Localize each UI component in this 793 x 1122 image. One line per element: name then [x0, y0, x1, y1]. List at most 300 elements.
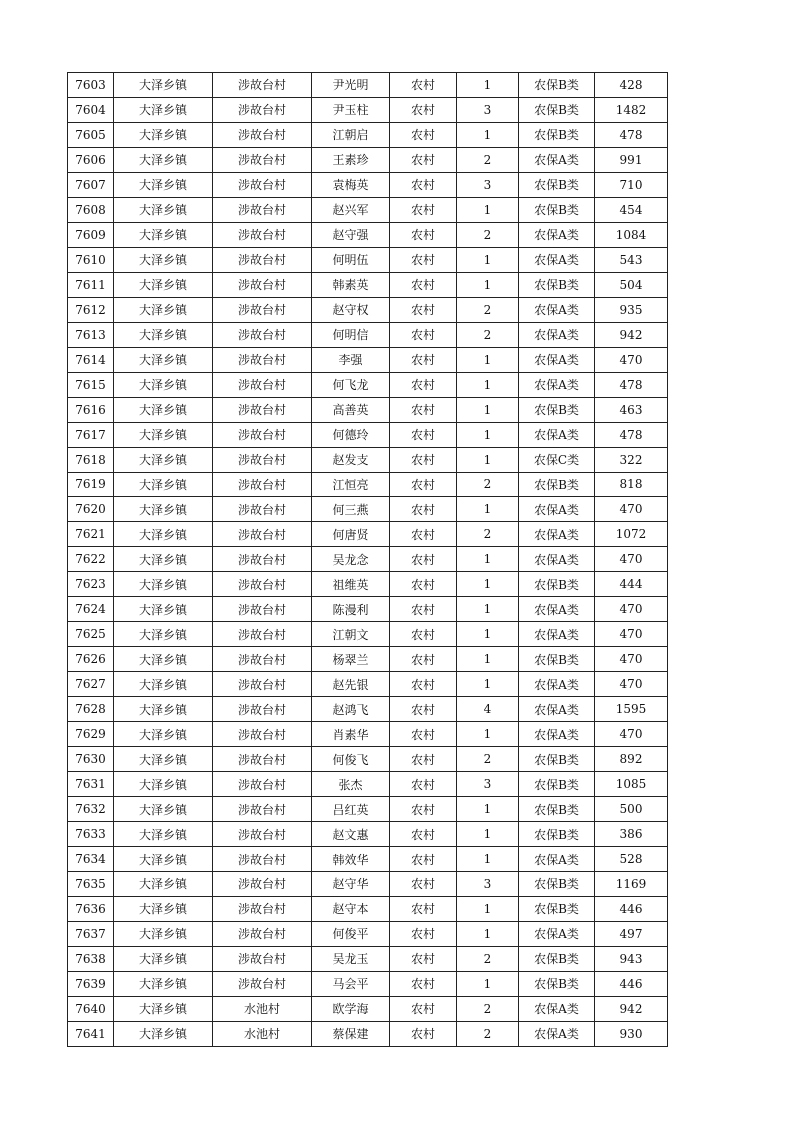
amount-cell: 478 [595, 122, 668, 147]
row-number-cell: 7619 [68, 472, 114, 497]
amount-cell: 504 [595, 272, 668, 297]
member-count-cell: 1 [457, 547, 519, 572]
insurance-category-cell: 农保B类 [519, 172, 595, 197]
table-row [68, 672, 668, 697]
insurance-category-cell: 农保A类 [519, 722, 595, 747]
amount-cell: 470 [595, 647, 668, 672]
insurance-category-cell: 农保B类 [519, 772, 595, 797]
table-row [68, 347, 668, 372]
table-row [68, 797, 668, 822]
table-row [68, 197, 668, 222]
table-row [68, 996, 668, 1021]
household-type-cell: 农村 [390, 597, 457, 622]
row-number-cell: 7635 [68, 872, 114, 897]
household-type-cell: 农村 [390, 822, 457, 847]
household-type-cell: 农村 [390, 497, 457, 522]
village-cell: 涉故台村 [213, 197, 312, 222]
amount-cell: 1085 [595, 772, 668, 797]
insurance-category-cell: 农保A类 [519, 147, 595, 172]
member-count-cell: 1 [457, 497, 519, 522]
household-type-cell: 农村 [390, 522, 457, 547]
member-count-cell: 1 [457, 197, 519, 222]
village-cell: 涉故台村 [213, 921, 312, 946]
insurance-category-cell: 农保B类 [519, 946, 595, 971]
name-cell: 韩素英 [312, 272, 390, 297]
row-number-cell: 7628 [68, 697, 114, 722]
village-cell: 涉故台村 [213, 122, 312, 147]
insurance-category-cell: 农保B类 [519, 896, 595, 921]
township-cell: 大泽乡镇 [114, 896, 213, 921]
table-row [68, 322, 668, 347]
village-cell: 涉故台村 [213, 971, 312, 996]
row-number-cell: 7605 [68, 122, 114, 147]
household-type-cell: 农村 [390, 996, 457, 1021]
household-type-cell: 农村 [390, 847, 457, 872]
row-number-cell: 7614 [68, 347, 114, 372]
township-cell: 大泽乡镇 [114, 397, 213, 422]
village-cell: 涉故台村 [213, 322, 312, 347]
insurance-category-cell: 农保A类 [519, 1021, 595, 1046]
table-row [68, 822, 668, 847]
township-cell: 大泽乡镇 [114, 946, 213, 971]
name-cell: 韩效华 [312, 847, 390, 872]
village-cell: 涉故台村 [213, 172, 312, 197]
household-type-cell: 农村 [390, 946, 457, 971]
member-count-cell: 1 [457, 847, 519, 872]
household-type-cell: 农村 [390, 397, 457, 422]
amount-cell: 1084 [595, 222, 668, 247]
village-cell: 水池村 [213, 996, 312, 1021]
village-cell: 涉故台村 [213, 872, 312, 897]
member-count-cell: 1 [457, 597, 519, 622]
township-cell: 大泽乡镇 [114, 197, 213, 222]
village-cell: 涉故台村 [213, 772, 312, 797]
row-number-cell: 7622 [68, 547, 114, 572]
name-cell: 尹玉柱 [312, 97, 390, 122]
insurance-category-cell: 农保A类 [519, 672, 595, 697]
insurance-category-cell: 农保A类 [519, 921, 595, 946]
member-count-cell: 2 [457, 322, 519, 347]
village-cell: 涉故台村 [213, 297, 312, 322]
member-count-cell: 1 [457, 647, 519, 672]
insurance-category-cell: 农保A类 [519, 697, 595, 722]
row-number-cell: 7621 [68, 522, 114, 547]
table-row [68, 872, 668, 897]
household-type-cell: 农村 [390, 347, 457, 372]
table-row [68, 847, 668, 872]
row-number-cell: 7624 [68, 597, 114, 622]
amount-cell: 470 [595, 722, 668, 747]
village-cell: 涉故台村 [213, 272, 312, 297]
insurance-category-cell: 农保A类 [519, 372, 595, 397]
row-number-cell: 7613 [68, 322, 114, 347]
insurance-category-cell: 农保A类 [519, 597, 595, 622]
household-type-cell: 农村 [390, 697, 457, 722]
table-row [68, 172, 668, 197]
member-count-cell: 4 [457, 697, 519, 722]
member-count-cell: 1 [457, 722, 519, 747]
amount-cell: 943 [595, 946, 668, 971]
household-type-cell: 农村 [390, 172, 457, 197]
row-number-cell: 7608 [68, 197, 114, 222]
township-cell: 大泽乡镇 [114, 247, 213, 272]
amount-cell: 463 [595, 397, 668, 422]
table-row [68, 372, 668, 397]
row-number-cell: 7638 [68, 946, 114, 971]
township-cell: 大泽乡镇 [114, 772, 213, 797]
member-count-cell: 2 [457, 946, 519, 971]
township-cell: 大泽乡镇 [114, 622, 213, 647]
township-cell: 大泽乡镇 [114, 472, 213, 497]
household-type-cell: 农村 [390, 272, 457, 297]
name-cell: 何明信 [312, 322, 390, 347]
row-number-cell: 7627 [68, 672, 114, 697]
member-count-cell: 1 [457, 397, 519, 422]
township-cell: 大泽乡镇 [114, 597, 213, 622]
village-cell: 涉故台村 [213, 472, 312, 497]
village-cell: 涉故台村 [213, 946, 312, 971]
member-count-cell: 1 [457, 622, 519, 647]
township-cell: 大泽乡镇 [114, 872, 213, 897]
household-type-cell: 农村 [390, 472, 457, 497]
village-cell: 涉故台村 [213, 572, 312, 597]
member-count-cell: 1 [457, 896, 519, 921]
insurance-category-cell: 农保A类 [519, 522, 595, 547]
table-row [68, 697, 668, 722]
member-count-cell: 1 [457, 422, 519, 447]
village-cell: 涉故台村 [213, 73, 312, 98]
member-count-cell: 2 [457, 747, 519, 772]
amount-cell: 470 [595, 622, 668, 647]
household-type-cell: 农村 [390, 547, 457, 572]
amount-cell: 892 [595, 747, 668, 772]
household-type-cell: 农村 [390, 747, 457, 772]
data-table [67, 72, 668, 1047]
insurance-category-cell: 农保A类 [519, 622, 595, 647]
name-cell: 何三燕 [312, 497, 390, 522]
village-cell: 涉故台村 [213, 822, 312, 847]
name-cell: 何俊飞 [312, 747, 390, 772]
township-cell: 大泽乡镇 [114, 797, 213, 822]
village-cell: 涉故台村 [213, 622, 312, 647]
township-cell: 大泽乡镇 [114, 572, 213, 597]
name-cell: 杨翠兰 [312, 647, 390, 672]
amount-cell: 478 [595, 422, 668, 447]
row-number-cell: 7615 [68, 372, 114, 397]
township-cell: 大泽乡镇 [114, 97, 213, 122]
insurance-category-cell: 农保A类 [519, 422, 595, 447]
row-number-cell: 7623 [68, 572, 114, 597]
household-type-cell: 农村 [390, 722, 457, 747]
amount-cell: 322 [595, 447, 668, 472]
amount-cell: 454 [595, 197, 668, 222]
name-cell: 陈漫利 [312, 597, 390, 622]
amount-cell: 500 [595, 797, 668, 822]
township-cell: 大泽乡镇 [114, 222, 213, 247]
household-type-cell: 农村 [390, 122, 457, 147]
row-number-cell: 7611 [68, 272, 114, 297]
household-type-cell: 农村 [390, 447, 457, 472]
village-cell: 涉故台村 [213, 797, 312, 822]
insurance-category-cell: 农保B类 [519, 472, 595, 497]
member-count-cell: 2 [457, 147, 519, 172]
row-number-cell: 7604 [68, 97, 114, 122]
name-cell: 马会平 [312, 971, 390, 996]
row-number-cell: 7631 [68, 772, 114, 797]
township-cell: 大泽乡镇 [114, 1021, 213, 1046]
row-number-cell: 7640 [68, 996, 114, 1021]
household-type-cell: 农村 [390, 147, 457, 172]
row-number-cell: 7636 [68, 896, 114, 921]
name-cell: 赵守华 [312, 872, 390, 897]
household-type-cell: 农村 [390, 247, 457, 272]
name-cell: 吴龙玉 [312, 946, 390, 971]
amount-cell: 470 [595, 597, 668, 622]
name-cell: 张杰 [312, 772, 390, 797]
member-count-cell: 2 [457, 222, 519, 247]
village-cell: 涉故台村 [213, 597, 312, 622]
village-cell: 水池村 [213, 1021, 312, 1046]
village-cell: 涉故台村 [213, 722, 312, 747]
township-cell: 大泽乡镇 [114, 347, 213, 372]
name-cell: 吴龙念 [312, 547, 390, 572]
village-cell: 涉故台村 [213, 447, 312, 472]
table-row [68, 472, 668, 497]
amount-cell: 991 [595, 147, 668, 172]
insurance-category-cell: 农保B类 [519, 73, 595, 98]
member-count-cell: 1 [457, 797, 519, 822]
row-number-cell: 7637 [68, 921, 114, 946]
household-type-cell: 农村 [390, 672, 457, 697]
insurance-category-cell: 农保A类 [519, 996, 595, 1021]
insurance-category-cell: 农保B类 [519, 197, 595, 222]
amount-cell: 710 [595, 172, 668, 197]
table-row [68, 297, 668, 322]
name-cell: 尹光明 [312, 73, 390, 98]
name-cell: 赵鸿飞 [312, 697, 390, 722]
table-row [68, 547, 668, 572]
insurance-category-cell: 农保A类 [519, 347, 595, 372]
row-number-cell: 7612 [68, 297, 114, 322]
village-cell: 涉故台村 [213, 847, 312, 872]
amount-cell: 470 [595, 497, 668, 522]
household-type-cell: 农村 [390, 921, 457, 946]
name-cell: 何明伍 [312, 247, 390, 272]
amount-cell: 444 [595, 572, 668, 597]
household-type-cell: 农村 [390, 197, 457, 222]
member-count-cell: 1 [457, 247, 519, 272]
name-cell: 祖维英 [312, 572, 390, 597]
township-cell: 大泽乡镇 [114, 73, 213, 98]
member-count-cell: 3 [457, 872, 519, 897]
member-count-cell: 1 [457, 921, 519, 946]
village-cell: 涉故台村 [213, 522, 312, 547]
township-cell: 大泽乡镇 [114, 747, 213, 772]
table-row [68, 647, 668, 672]
table-row [68, 896, 668, 921]
household-type-cell: 农村 [390, 797, 457, 822]
member-count-cell: 1 [457, 971, 519, 996]
member-count-cell: 1 [457, 822, 519, 847]
household-type-cell: 农村 [390, 322, 457, 347]
table-row [68, 747, 668, 772]
row-number-cell: 7603 [68, 73, 114, 98]
insurance-category-cell: 农保B类 [519, 797, 595, 822]
township-cell: 大泽乡镇 [114, 996, 213, 1021]
household-type-cell: 农村 [390, 896, 457, 921]
insurance-category-cell: 农保B类 [519, 647, 595, 672]
insurance-category-cell: 农保B类 [519, 122, 595, 147]
household-type-cell: 农村 [390, 297, 457, 322]
member-count-cell: 1 [457, 572, 519, 597]
village-cell: 涉故台村 [213, 97, 312, 122]
name-cell: 赵发支 [312, 447, 390, 472]
member-count-cell: 2 [457, 472, 519, 497]
row-number-cell: 7641 [68, 1021, 114, 1046]
insurance-category-cell: 农保A类 [519, 222, 595, 247]
insurance-category-cell: 农保A类 [519, 847, 595, 872]
table-row [68, 946, 668, 971]
row-number-cell: 7606 [68, 147, 114, 172]
name-cell: 赵兴军 [312, 197, 390, 222]
row-number-cell: 7629 [68, 722, 114, 747]
village-cell: 涉故台村 [213, 397, 312, 422]
township-cell: 大泽乡镇 [114, 822, 213, 847]
row-number-cell: 7633 [68, 822, 114, 847]
insurance-category-cell: 农保B类 [519, 872, 595, 897]
row-number-cell: 7609 [68, 222, 114, 247]
insurance-category-cell: 农保B类 [519, 822, 595, 847]
township-cell: 大泽乡镇 [114, 122, 213, 147]
amount-cell: 470 [595, 547, 668, 572]
member-count-cell: 1 [457, 272, 519, 297]
insurance-category-cell: 农保A类 [519, 322, 595, 347]
table-row [68, 222, 668, 247]
household-type-cell: 农村 [390, 772, 457, 797]
amount-cell: 818 [595, 472, 668, 497]
household-type-cell: 农村 [390, 222, 457, 247]
member-count-cell: 2 [457, 1021, 519, 1046]
name-cell: 何飞龙 [312, 372, 390, 397]
insurance-category-cell: 农保B类 [519, 971, 595, 996]
township-cell: 大泽乡镇 [114, 547, 213, 572]
name-cell: 何唐贤 [312, 522, 390, 547]
township-cell: 大泽乡镇 [114, 172, 213, 197]
amount-cell: 470 [595, 672, 668, 697]
table-row [68, 921, 668, 946]
township-cell: 大泽乡镇 [114, 971, 213, 996]
amount-cell: 543 [595, 247, 668, 272]
amount-cell: 478 [595, 372, 668, 397]
township-cell: 大泽乡镇 [114, 847, 213, 872]
village-cell: 涉故台村 [213, 697, 312, 722]
row-number-cell: 7610 [68, 247, 114, 272]
member-count-cell: 1 [457, 447, 519, 472]
insurance-category-cell: 农保B类 [519, 397, 595, 422]
insurance-category-cell: 农保C类 [519, 447, 595, 472]
village-cell: 涉故台村 [213, 672, 312, 697]
table-row [68, 597, 668, 622]
amount-cell: 942 [595, 322, 668, 347]
township-cell: 大泽乡镇 [114, 647, 213, 672]
row-number-cell: 7625 [68, 622, 114, 647]
township-cell: 大泽乡镇 [114, 522, 213, 547]
household-type-cell: 农村 [390, 422, 457, 447]
table-row [68, 447, 668, 472]
table-row [68, 971, 668, 996]
amount-cell: 446 [595, 896, 668, 921]
township-cell: 大泽乡镇 [114, 272, 213, 297]
township-cell: 大泽乡镇 [114, 147, 213, 172]
amount-cell: 497 [595, 921, 668, 946]
township-cell: 大泽乡镇 [114, 447, 213, 472]
amount-cell: 1072 [595, 522, 668, 547]
table-row [68, 147, 668, 172]
household-type-cell: 农村 [390, 872, 457, 897]
township-cell: 大泽乡镇 [114, 372, 213, 397]
member-count-cell: 1 [457, 372, 519, 397]
village-cell: 涉故台村 [213, 497, 312, 522]
table-row [68, 622, 668, 647]
member-count-cell: 2 [457, 297, 519, 322]
amount-cell: 428 [595, 73, 668, 98]
amount-cell: 935 [595, 297, 668, 322]
insurance-category-cell: 农保A类 [519, 497, 595, 522]
household-type-cell: 农村 [390, 97, 457, 122]
name-cell: 江恒亮 [312, 472, 390, 497]
table-row [68, 422, 668, 447]
table-row [68, 97, 668, 122]
name-cell: 何俊平 [312, 921, 390, 946]
household-type-cell: 农村 [390, 647, 457, 672]
household-type-cell: 农村 [390, 372, 457, 397]
insurance-category-cell: 农保B类 [519, 572, 595, 597]
name-cell: 江朝启 [312, 122, 390, 147]
name-cell: 赵守强 [312, 222, 390, 247]
township-cell: 大泽乡镇 [114, 921, 213, 946]
household-type-cell: 农村 [390, 73, 457, 98]
table-row [68, 73, 668, 98]
name-cell: 吕红英 [312, 797, 390, 822]
member-count-cell: 1 [457, 122, 519, 147]
table-row [68, 122, 668, 147]
name-cell: 袁梅英 [312, 172, 390, 197]
name-cell: 赵文惠 [312, 822, 390, 847]
row-number-cell: 7639 [68, 971, 114, 996]
table-row [68, 272, 668, 297]
township-cell: 大泽乡镇 [114, 697, 213, 722]
township-cell: 大泽乡镇 [114, 722, 213, 747]
village-cell: 涉故台村 [213, 222, 312, 247]
member-count-cell: 2 [457, 522, 519, 547]
member-count-cell: 1 [457, 672, 519, 697]
township-cell: 大泽乡镇 [114, 422, 213, 447]
amount-cell: 942 [595, 996, 668, 1021]
table-row [68, 1021, 668, 1046]
member-count-cell: 3 [457, 97, 519, 122]
township-cell: 大泽乡镇 [114, 497, 213, 522]
village-cell: 涉故台村 [213, 747, 312, 772]
member-count-cell: 1 [457, 347, 519, 372]
name-cell: 肖素华 [312, 722, 390, 747]
name-cell: 江朝文 [312, 622, 390, 647]
insurance-category-cell: 农保A类 [519, 297, 595, 322]
insurance-category-cell: 农保B类 [519, 97, 595, 122]
name-cell: 欧学海 [312, 996, 390, 1021]
row-number-cell: 7626 [68, 647, 114, 672]
name-cell: 赵守本 [312, 896, 390, 921]
name-cell: 李强 [312, 347, 390, 372]
